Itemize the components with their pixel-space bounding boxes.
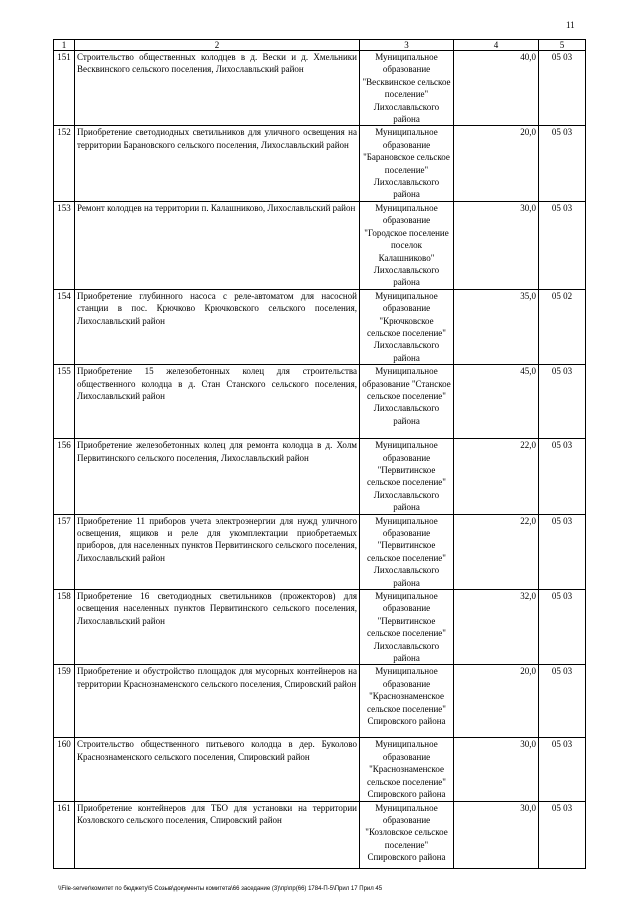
row-number: 159: [54, 665, 75, 738]
amount-cell: 30,0: [454, 201, 539, 289]
row-number: 160: [54, 738, 75, 801]
description-cell: Приобретение и обустройство площадок для мусорных контейнеров на территории Краснознаменского сельского поселения, Спировский район: [75, 665, 360, 738]
recipient-cell: Муниципальное образование "Краснознаменское сельское поселение" Спировского района: [360, 738, 454, 801]
budget-code-cell: 05 02: [539, 289, 586, 364]
page-number: 11: [566, 20, 575, 30]
table-header-row: [54, 40, 586, 51]
budget-code-cell: 05 03: [539, 514, 586, 589]
budget-code-cell: 05 03: [539, 126, 586, 201]
budget-code-cell: 05 03: [539, 738, 586, 801]
amount-cell: 40,0: [454, 51, 539, 126]
amount-cell: 22,0: [454, 439, 539, 514]
file-path-footer: \\File-server\комитет по бюджету\5 Созыв\документы комитета\66 заседание (3)\пр\пр(66) 1784-П-5\Прил 17 Прил 45: [58, 886, 383, 892]
description-cell: Ремонт колодцев на территории п. Калашниково, Лихославльский район: [75, 201, 360, 289]
description-cell: Строительство общественных колодцев в д. Вески и д. Хмельники Весквинского сельского поселения, Лихославльский район: [75, 51, 360, 126]
row-number: 152: [54, 126, 75, 201]
recipient-cell: Муниципальное образование "Краснознаменское сельское поселение" Спировского района: [360, 665, 454, 738]
row-number: 157: [54, 514, 75, 589]
amount-cell: 20,0: [454, 126, 539, 201]
table-row: [54, 514, 586, 589]
description-cell: Приобретение 11 приборов учета электроэнергии для нужд уличного освещения, ящиков и реле для укомплектации приобретаемых приборов, для населенных пунктов Первитинского сельского поселения, Лихославльский район: [75, 514, 360, 589]
amount-cell: 22,0: [454, 514, 539, 589]
recipient-cell: Муниципальное образование "Весквинское сельское поселение" Лихославльского района: [360, 51, 454, 126]
table-row: [54, 365, 586, 439]
header-cell: 5: [539, 40, 586, 51]
budget-code-cell: 05 03: [539, 365, 586, 439]
row-number: 161: [54, 801, 75, 868]
table-row: [54, 289, 586, 364]
amount-cell: 30,0: [454, 738, 539, 801]
budget-code-cell: 05 03: [539, 439, 586, 514]
recipient-cell: Муниципальное образование "Барановское сельское поселение" Лихославльского района: [360, 126, 454, 201]
recipient-cell: Муниципальное образование "Станское сельское поселение" Лихославльского района: [360, 365, 454, 439]
table-row: [54, 51, 586, 126]
budget-code-cell: 05 03: [539, 201, 586, 289]
table-row: [54, 738, 586, 801]
amount-cell: 45,0: [454, 365, 539, 439]
amount-cell: 32,0: [454, 590, 539, 665]
row-number: 158: [54, 590, 75, 665]
recipient-cell: Муниципальное образование "Первитинское сельское поселение" Лихославльского района: [360, 439, 454, 514]
budget-code-cell: 05 03: [539, 665, 586, 738]
amount-cell: 20,0: [454, 665, 539, 738]
description-cell: Приобретение светодиодных светильников для уличного освещения на территории Барановского сельского поселения, Лихославльский район: [75, 126, 360, 201]
table-row: [54, 590, 586, 665]
table-row: [54, 201, 586, 289]
description-cell: Приобретение 15 железобетонных колец для строительства общественного колодца в д. Стан Станского сельского поселения, Лихославльский район: [75, 365, 360, 439]
description-cell: Приобретение железобетонных колец для ремонта колодца в д. Холм Первитинского сельского поселения, Лихославльский район: [75, 439, 360, 514]
row-number: 151: [54, 51, 75, 126]
row-number: 153: [54, 201, 75, 289]
budget-code-cell: 05 03: [539, 801, 586, 868]
row-number: 156: [54, 439, 75, 514]
description-cell: Приобретение контейнеров для ТБО для установки на территории Козловского сельского поселения, Спировский район: [75, 801, 360, 868]
header-cell: 4: [454, 40, 539, 51]
header-cell: 3: [360, 40, 454, 51]
header-cell: 2: [75, 40, 360, 51]
amount-cell: 30,0: [454, 801, 539, 868]
description-cell: Строительство общественного питьевого колодца в дер. Буколово Краснознаменского сельского поселения, Спировский район: [75, 738, 360, 801]
budget-code-cell: 05 03: [539, 590, 586, 665]
recipient-cell: Муниципальное образование "Козловское сельское поселение" Спировского района: [360, 801, 454, 868]
recipient-cell: Муниципальное образование "Первитинское сельское поселение" Лихославльского района: [360, 514, 454, 589]
recipient-cell: Муниципальное образование "Крючковское сельское поселение" Лихославльского района: [360, 289, 454, 364]
header-cell: 1: [54, 40, 75, 51]
table-row: [54, 126, 586, 201]
amount-cell: 35,0: [454, 289, 539, 364]
table-row: [54, 665, 586, 738]
row-number: 154: [54, 289, 75, 364]
row-number: 155: [54, 365, 75, 439]
recipient-cell: Муниципальное образование "Городское поселение поселок Калашниково" Лихославльского района: [360, 201, 454, 289]
table-row: [54, 801, 586, 868]
recipient-cell: Муниципальное образование "Первитинское сельское поселение" Лихославльского района: [360, 590, 454, 665]
funding-table: [53, 39, 586, 869]
budget-code-cell: 05 03: [539, 51, 586, 126]
description-cell: Приобретение 16 светодиодных светильников (прожекторов) для освещения населенных пунктов Первитинского сельского поселения, Лихославльский район: [75, 590, 360, 665]
description-cell: Приобретение глубинного насоса с реле-автоматом для насосной станции в пос. Крючково Крючковского сельского поселения, Лихославльский район: [75, 289, 360, 364]
table-row: [54, 439, 586, 514]
